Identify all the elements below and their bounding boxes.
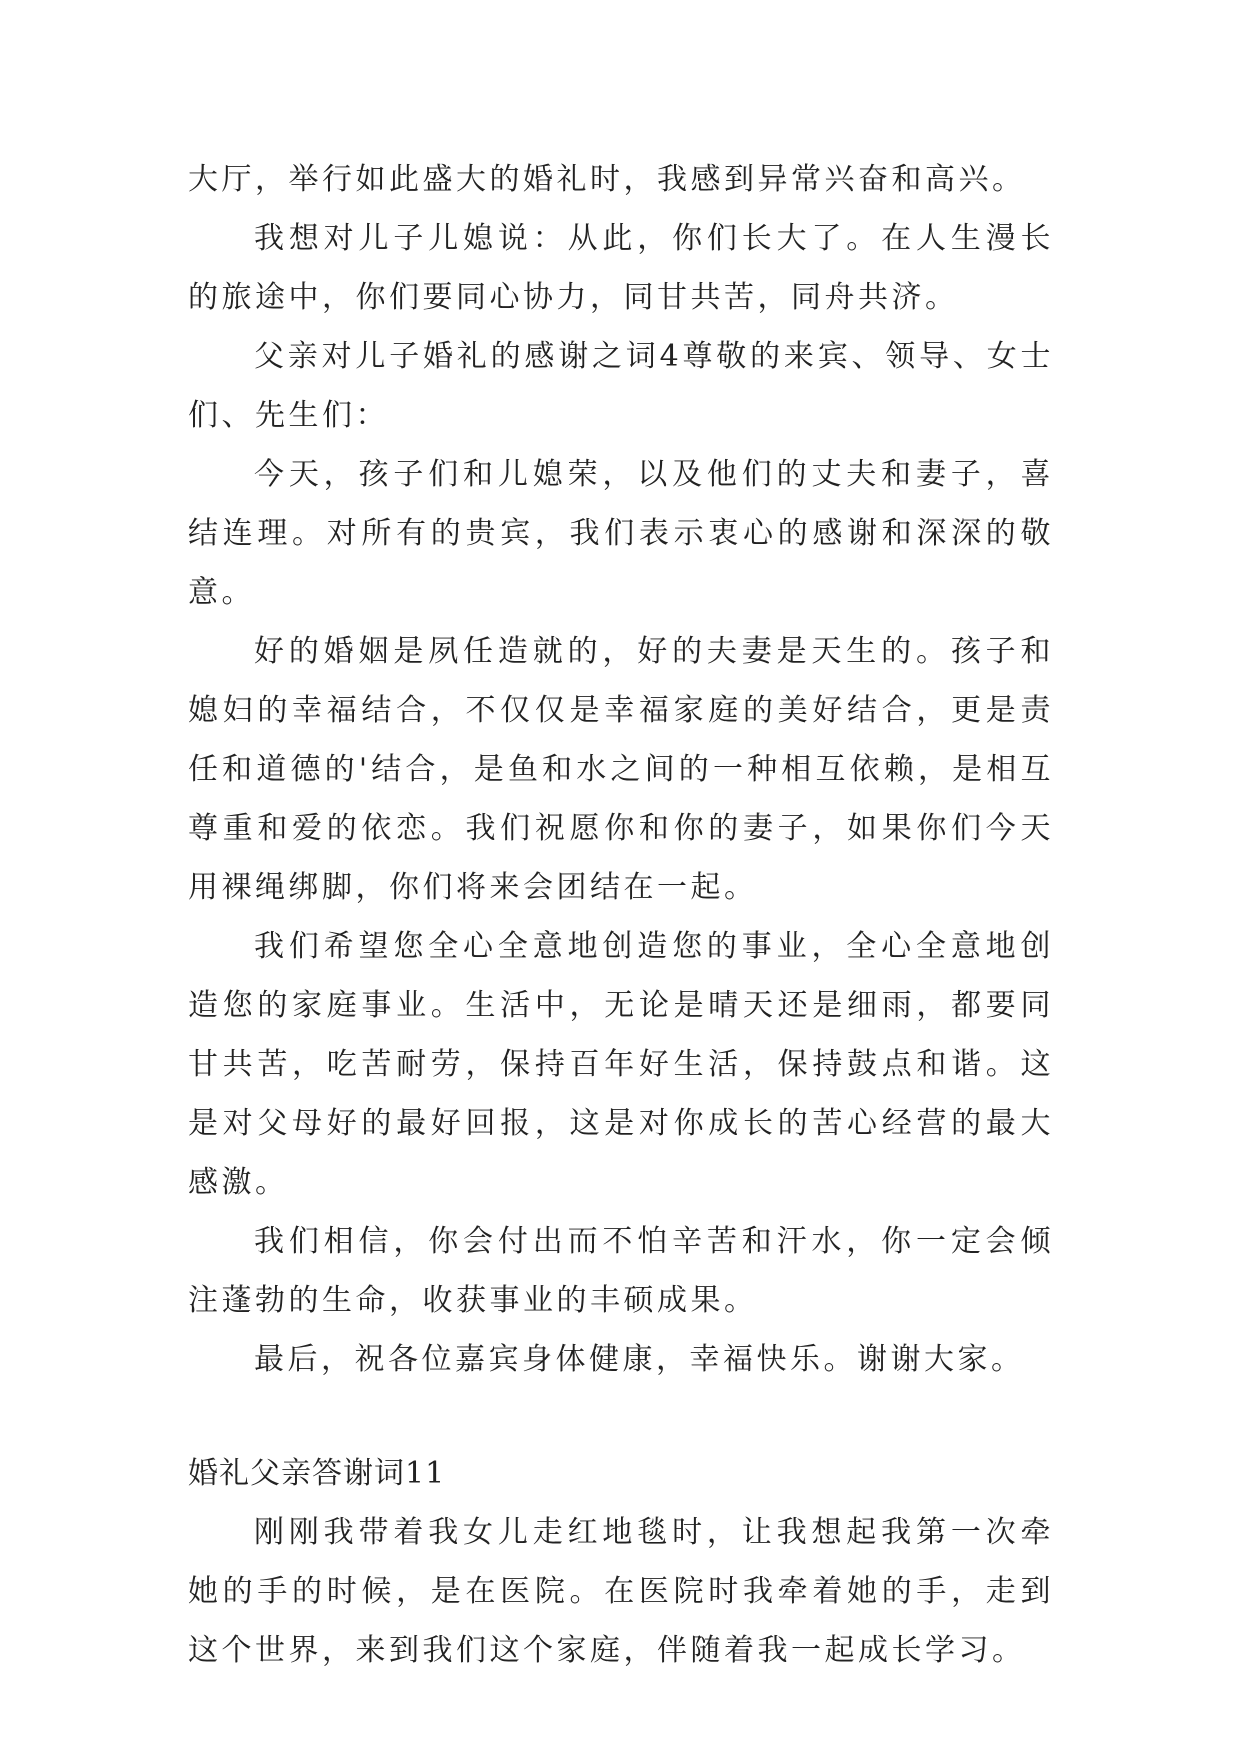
paragraph: 我想对儿子儿媳说：从此，你们长大了。在人生漫长的旅途中，你们要同心协力，同甘共苦，同舟共济。 [188, 221, 1054, 315]
section-heading: 婚礼父亲答谢词11 [188, 1456, 446, 1491]
paragraph: 最后，祝各位嘉宾身体健康，幸福快乐。谢谢大家。 [254, 1342, 1025, 1377]
paragraph: 好的婚姻是夙任造就的，好的夫妻是天生的。孩子和媳妇的幸福结合，不仅仅是幸福家庭的美好结合，更是责任和道德的'结合，是鱼和水之间的一种相互依赖，是相互尊重和爱的依恋。我们祝愿你和你的妻子，如果你们今天用裸绳绑脚，你们将来会团结在一起。 [188, 634, 1054, 905]
paragraph: 我们希望您全心全意地创造您的事业，全心全意地创造您的家庭事业。生活中，无论是晴天还是细雨，都要同甘共苦，吃苦耐劳，保持百年好生活，保持鼓点和谐。这是对父母好的最好回报，这是对你成长的苦心经营的最大感激。 [188, 929, 1054, 1200]
paragraph: 我们相信，你会付出而不怕辛苦和汗水，你一定会倾注蓬勃的生命，收获事业的丰硕成果。 [188, 1224, 1054, 1318]
paragraph: 父亲对儿子婚礼的感谢之词4尊敬的来宾、领导、女士们、先生们： [188, 339, 1054, 433]
document-page [188, 150, 1054, 1680]
paragraph-continuation: 大厅，举行如此盛大的婚礼时，我感到异常兴奋和高兴。 [188, 162, 1026, 197]
paragraph: 今天，孩子们和儿媳荣，以及他们的丈夫和妻子，喜结连理。对所有的贵宾，我们表示衷心的感谢和深深的敬意。 [188, 457, 1054, 610]
paragraph: 刚刚我带着我女儿走红地毯时，让我想起我第一次牵她的手的时候，是在医院。在医院时我牵着她的手，走到这个世界，来到我们这个家庭，伴随着我一起成长学习。 [188, 1515, 1054, 1668]
